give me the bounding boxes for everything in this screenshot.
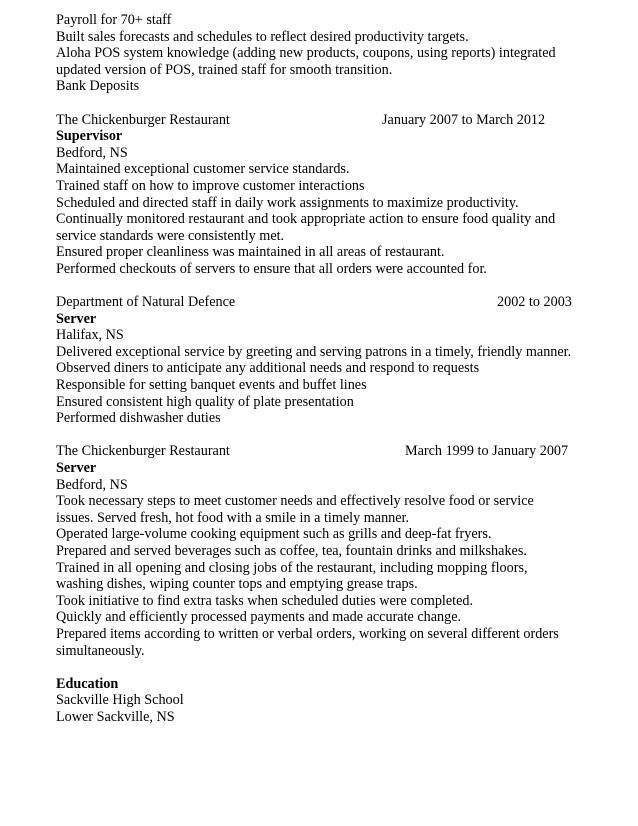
job-duty: Continually monitored restaurant and took appropriate action to ensure food quality and (56, 211, 556, 228)
job-entry (56, 443, 596, 659)
job-duty: Took initiative to find extra tasks when scheduled duties were completed. (56, 592, 474, 609)
intro-line: Bank Deposits (56, 78, 140, 95)
intro-section (56, 12, 596, 95)
job-duty: Prepared and served beverages such as coffee, tea, fountain drinks and milkshakes. (56, 543, 527, 559)
job-duty: Responsible for setting banquet events and buffet lines (56, 377, 367, 394)
job-location: Bedford, NS (56, 476, 128, 493)
job-duty: Ensured proper cleanliness was maintained in all areas of restaurant. (56, 244, 445, 261)
job-dates: March 1999 to January 2007 (405, 443, 569, 460)
job-duty: washing dishes, wiping counter tops and emptying grease traps. (56, 576, 418, 593)
job-entry (56, 294, 596, 427)
job-duty: Scheduled and directed staff in daily work assignments to maximize productivity. (56, 194, 519, 211)
job-dates: 2002 to 2003 (497, 294, 572, 311)
job-title: Server (56, 310, 97, 327)
job-title: Server (56, 460, 97, 477)
spacer (56, 95, 596, 112)
spacer (56, 659, 596, 676)
intro-line: Built sales forecasts and schedules to reflect desired productivity targets. (56, 28, 469, 45)
job-duty: issues. Served fresh, hot food with a smile in a timely manner. (56, 509, 410, 526)
job-duty: Delivered exceptional service by greeting and serving patrons in a timely, friendly manner. (56, 343, 572, 360)
job-header (56, 112, 596, 129)
spacer (56, 427, 596, 444)
job-employer: The Chickenburger Restaurant (56, 443, 230, 460)
education-section (56, 676, 596, 726)
job-entry (56, 112, 596, 278)
job-duty: Performed dishwasher duties (56, 410, 221, 427)
job-employer: Department of Natural Defence (56, 294, 236, 311)
intro-line: Aloha POS system knowledge (adding new products, coupons, using reports) integrated (56, 45, 556, 62)
education-location: Lower Sackville, NS (56, 708, 175, 725)
job-duty: Performed checkouts of servers to ensure that all orders were accounted for. (56, 260, 487, 277)
job-employer: The Chickenburger Restaurant (56, 111, 230, 128)
job-location: Bedford, NS (56, 144, 128, 161)
intro-line: Payroll for 70+ staff (56, 12, 172, 28)
education-heading: Education (56, 675, 119, 692)
job-dates: January 2007 to March 2012 (382, 111, 546, 128)
job-duty: Maintained exceptional customer service standards. (56, 161, 350, 178)
job-duty: simultaneously. (56, 642, 145, 659)
job-location: Halifax, NS (56, 327, 124, 344)
resume-page (56, 12, 596, 726)
job-duty: Quickly and efficiently processed payments and made accurate change. (56, 609, 462, 626)
job-duty: Operated large-volume cooking equipment such as grills and deep-fat fryers. (56, 526, 492, 543)
job-header (56, 294, 596, 311)
job-duty: service standards were consistently met. (56, 227, 285, 244)
job-header (56, 443, 596, 460)
spacer (56, 278, 596, 295)
job-duty: Took necessary steps to meet customer needs and effectively resolve food or service (56, 493, 534, 510)
job-duty: Prepared items according to written or verbal orders, working on several different orders (56, 625, 559, 642)
job-duty: Trained in all opening and closing jobs of the restaurant, including mopping floors, (56, 559, 528, 576)
job-duty: Ensured consistent high quality of plate presentation (56, 393, 354, 410)
education-school: Sackville High School (56, 692, 184, 709)
job-duty: Trained staff on how to improve customer interactions (56, 177, 365, 194)
job-title: Supervisor (56, 128, 123, 145)
intro-line: updated version of POS, trained staff for smooth transition. (56, 61, 393, 78)
job-duty: Observed diners to anticipate any additional needs and respond to requests (56, 360, 480, 377)
